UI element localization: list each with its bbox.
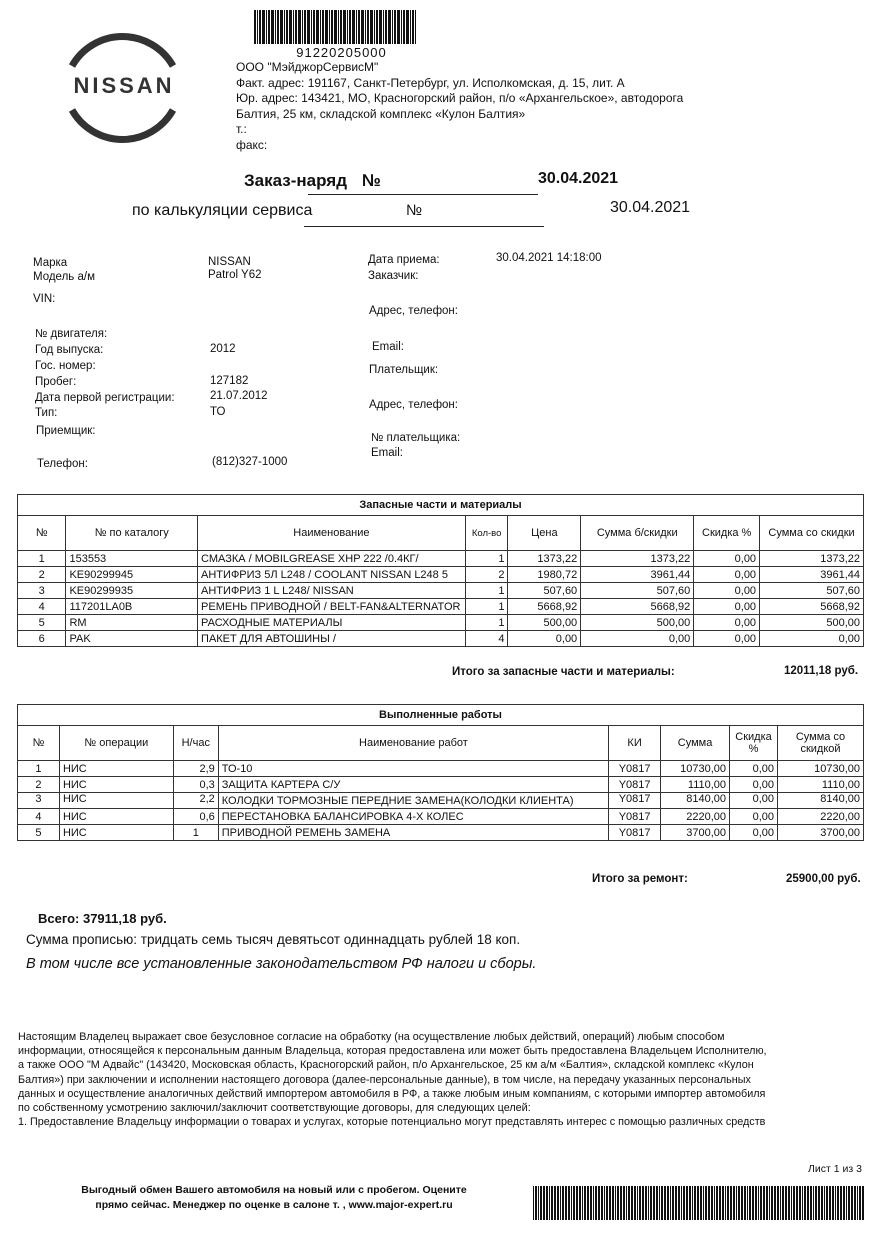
cell-sum: 2220,00 — [661, 809, 730, 825]
legal-line: Настоящим Владелец выражает свое безусловное согласие на обработку (на осуществление любых действий, операций) любым способом — [18, 1031, 725, 1043]
cell-catalog: PAK — [66, 631, 198, 647]
cell-operation: НИС — [59, 793, 173, 809]
cell-price: 500,00 — [508, 615, 581, 631]
vehicle-make-label: Марка — [33, 257, 68, 269]
cell-discount: 0,00 — [694, 631, 760, 647]
cell-price: 5668,92 — [508, 599, 581, 615]
legal-line: 1. Предоставление Владельцу информации о товарах и услугах, которые потенциально могут представлять интерес с помощью различных средств — [18, 1116, 766, 1129]
works-total-label: Итого за ремонт: — [592, 873, 688, 885]
cell-n: 5 — [18, 615, 66, 631]
parts-total-value: 12011,18 руб. — [784, 665, 859, 677]
cell-name: АНТИФРИЗ 5Л L248 / COOLANT NISSAN L248 5 — [198, 567, 466, 583]
cell-catalog: KE90299935 — [66, 583, 198, 599]
promo-line-2: прямо сейчас. Менеджер по оценке в салоне т. , www.major-expert.ru — [95, 1199, 453, 1211]
promo-line-1: Выгодный обмен Вашего автомобиля на новый или с пробегом. Оцените — [81, 1184, 467, 1196]
cell-n: 2 — [18, 567, 66, 583]
legal-line: информации, относящейся к персональным данным Владельца, которая предоставлена или может быть предоставлена Владельцем Исполнителю, — [18, 1045, 767, 1058]
works-total-value: 25900,00 руб. — [786, 873, 861, 885]
cell-sum: 1110,00 — [661, 777, 730, 793]
vin-label: VIN: — [33, 293, 56, 305]
col-header: Цена — [508, 516, 581, 551]
cell-hours: 0,6 — [173, 809, 218, 825]
cell-total: 10730,00 — [778, 761, 864, 777]
receiver-label: Приемщик: — [36, 425, 96, 437]
vehicle-make-value: NISSAN — [208, 256, 251, 268]
col-header: КИ — [609, 726, 661, 761]
barcode-top — [254, 10, 416, 44]
company-legal-address-2: Балтия, 25 км, складской комплекс «Кулон Балтия» — [236, 106, 526, 121]
table-row — [18, 551, 864, 567]
col-header: № операции — [59, 726, 173, 761]
col-header: № по каталогу — [66, 516, 198, 551]
table-row — [18, 583, 864, 599]
cell-discount: 0,00 — [730, 809, 778, 825]
type-value: ТО — [210, 406, 226, 418]
cell-total: 1373,22 — [760, 551, 864, 567]
cell-total: 500,00 — [760, 615, 864, 631]
year-label: Год выпуска: — [35, 344, 104, 356]
cell-catalog: 117201LA0B — [66, 599, 198, 615]
mileage-label: Пробег: — [35, 376, 77, 388]
amount-in-words: Сумма прописью: тридцать семь тысяч девятьсот одиннадцать рублей 18 коп. — [26, 932, 521, 947]
nissan-logo — [50, 18, 195, 158]
works-table — [17, 704, 864, 841]
order-date: 30.04.2021 — [538, 170, 619, 187]
payer-label: Плательщик: — [369, 364, 439, 376]
col-header: Скидка % — [694, 516, 760, 551]
cell-operation: НИС — [59, 777, 173, 793]
cell-n: 6 — [18, 631, 66, 647]
cell-ki: Y0817 — [609, 825, 661, 841]
cell-sum: 1373,22 — [581, 551, 694, 567]
cell-sum: 8140,00 — [661, 793, 730, 809]
cell-discount: 0,00 — [694, 567, 760, 583]
cell-qty: 1 — [465, 615, 508, 631]
cell-total: 0,00 — [760, 631, 864, 647]
tax-note: В том числе все установленные законодательством РФ налоги и сборы. — [26, 956, 537, 972]
cell-total: 1110,00 — [778, 777, 864, 793]
cell-ki: Y0817 — [609, 809, 661, 825]
calc-title: по калькуляции сервиса — [132, 202, 313, 219]
col-header: Скидка % — [730, 726, 778, 761]
cell-name: ЗАЩИТА КАРТЕРА С/У — [218, 777, 608, 793]
cell-price: 507,60 — [508, 583, 581, 599]
cell-discount: 0,00 — [730, 793, 778, 809]
cell-catalog: KE90299945 — [66, 567, 198, 583]
cell-n: 3 — [18, 793, 60, 809]
cell-qty: 1 — [465, 599, 508, 615]
legal-line: данных и осуществление аналогичных действий импортером автомобиля в РФ, а также любым иным компаниям, с которыми импортер автомобиля — [18, 1087, 766, 1100]
cell-name: СМАЗКА / MOBILGREASE XHP 222 /0.4КГ/ — [198, 551, 466, 567]
cell-qty: 2 — [465, 567, 508, 583]
col-header: Сумма б/скидки — [581, 516, 694, 551]
customer-email-label: Email: — [372, 341, 404, 353]
cell-price: 0,00 — [508, 631, 581, 647]
customer-label: Заказчик: — [368, 270, 419, 282]
intake-date-label: Дата приема: — [368, 254, 440, 266]
table-row — [18, 777, 864, 793]
legal-line: Балтия») при заключении и исполнении настоящего договора (далее-персональные данные), в том числе, на передачу указанных персональных — [18, 1073, 751, 1086]
vehicle-model-value: Patrol Y62 — [208, 269, 262, 281]
cell-operation: НИС — [59, 809, 173, 825]
cell-total: 5668,92 — [760, 599, 864, 615]
cell-name: ТО-10 — [218, 761, 608, 777]
col-header: Наименование — [198, 516, 466, 551]
year-value: 2012 — [210, 343, 236, 355]
type-label: Тип: — [35, 407, 58, 419]
company-phone-label: т.: — [236, 122, 247, 136]
cell-n: 5 — [18, 825, 60, 841]
cell-hours: 2,9 — [173, 761, 218, 777]
order-number-redacted — [384, 176, 450, 186]
phone-value: (812)327-1000 — [212, 456, 288, 468]
parts-caption: Запасные части и материалы — [18, 495, 864, 516]
mileage-value: 127182 — [210, 375, 249, 387]
col-header: Кол-во — [465, 516, 508, 551]
col-header: № — [18, 516, 66, 551]
parts-table — [17, 494, 864, 647]
cell-name: ПРИВОДНОЙ РЕМЕНЬ ЗАМЕНА — [218, 825, 608, 841]
sheet-number: Лист 1 из 3 — [808, 1163, 862, 1175]
cell-total: 2220,00 — [778, 809, 864, 825]
calc-date: 30.04.2021 — [610, 199, 691, 216]
table-row — [18, 631, 864, 647]
table-row — [18, 761, 864, 777]
table-row — [18, 615, 864, 631]
cell-n: 4 — [18, 599, 66, 615]
cell-name: АНТИФРИЗ 1 L L248/ NISSAN — [198, 583, 466, 599]
payer-number-label: № плательщика: — [371, 432, 461, 444]
cell-total: 3961,44 — [760, 567, 864, 583]
barcode-bottom — [533, 1186, 865, 1220]
logo-text: NISSAN — [73, 73, 175, 98]
cell-sum: 3961,44 — [581, 567, 694, 583]
first-registration-label: Дата первой регистрации: — [35, 392, 175, 404]
cell-discount: 0,00 — [694, 583, 760, 599]
order-number-label: № — [362, 171, 381, 190]
company-fax-label: факс: — [236, 137, 268, 152]
cell-sum: 500,00 — [581, 615, 694, 631]
first-registration-value: 21.07.2012 — [210, 390, 268, 402]
company-fact-address: Факт. адрес: 191167, Санкт-Петербург, ул. Исполкомская, д. 15, лит. А — [236, 75, 625, 90]
cell-ki: Y0817 — [609, 777, 661, 793]
plate-label: Гос. номер: — [35, 360, 96, 372]
cell-catalog: RM — [66, 615, 198, 631]
vehicle-model-label: Модель а/м — [33, 271, 95, 283]
col-header: № — [18, 726, 60, 761]
payer-address-label: Адрес, телефон: — [369, 399, 458, 411]
engine-label: № двигателя: — [35, 328, 108, 340]
personal-data-consent — [18, 1030, 876, 1129]
cell-catalog: 153553 — [66, 551, 198, 567]
legal-line: а также ООО "М Адвайс" (143420, Московская область, Красногорский район, п/о Архангельское, 25 км а/м «Балтия», складской комплекс «Кулон — [18, 1059, 754, 1072]
cell-qty: 1 — [465, 551, 508, 567]
cell-name: ПАКЕТ ДЛЯ АВТОШИНЫ / — [198, 631, 466, 647]
cell-total: 507,60 — [760, 583, 864, 599]
cell-name: КОЛОДКИ ТОРМОЗНЫЕ ПЕРЕДНИЕ ЗАМЕНА(КОЛОДКИ КЛИЕНТА) — [218, 793, 608, 809]
cell-discount: 0,00 — [730, 761, 778, 777]
barcode-icon — [533, 1186, 865, 1220]
cell-discount: 0,00 — [694, 551, 760, 567]
cell-operation: НИС — [59, 825, 173, 841]
barcode-icon — [254, 10, 416, 44]
table-row — [18, 809, 864, 825]
phone-label: Телефон: — [37, 458, 88, 470]
payer-email-label: Email: — [371, 447, 403, 459]
promo-text — [34, 1183, 514, 1213]
cell-n: 3 — [18, 583, 66, 599]
cell-sum: 5668,92 — [581, 599, 694, 615]
cell-n: 2 — [18, 777, 60, 793]
cell-qty: 4 — [465, 631, 508, 647]
table-row — [18, 825, 864, 841]
legal-line: по собственному усмотрению заключил/заключит соответствующие договоры, для следующих целей: — [18, 1102, 531, 1115]
works-caption: Выполненные работы — [18, 705, 864, 726]
cell-n: 1 — [18, 551, 66, 567]
intake-date-value: 30.04.2021 14:18:00 — [496, 252, 602, 264]
cell-sum: 0,00 — [581, 631, 694, 647]
barcode-number: 91220205000 — [296, 45, 387, 60]
col-header: Наименование работ — [218, 726, 608, 761]
cell-sum: 10730,00 — [661, 761, 730, 777]
cell-price: 1373,22 — [508, 551, 581, 567]
cell-price: 1980,72 — [508, 567, 581, 583]
cell-discount: 0,00 — [730, 777, 778, 793]
cell-total: 8140,00 — [778, 793, 864, 809]
col-header: Сумма — [661, 726, 730, 761]
cell-operation: НИС — [59, 761, 173, 777]
table-row — [18, 567, 864, 583]
company-legal-address: Юр. адрес: 143421, МО, Красногорский район, п/о «Архангельское», автодорога — [236, 91, 684, 105]
table-row — [18, 599, 864, 615]
calc-number-label: № — [406, 202, 423, 219]
works-header-row — [18, 726, 864, 761]
cell-name: ПЕРЕСТАНОВКА БАЛАНСИРОВКА 4-Х КОЛЕС — [218, 809, 608, 825]
cell-name: РЕМЕНЬ ПРИВОДНОЙ / BELT-FAN&ALTERNATOR — [198, 599, 466, 615]
col-header: Сумма со скидкой — [778, 726, 864, 761]
cell-discount: 0,00 — [694, 599, 760, 615]
cell-total: 3700,00 — [778, 825, 864, 841]
order-number-underline — [308, 194, 538, 195]
grand-total: Всего: 37911,18 руб. — [38, 911, 167, 926]
cell-hours: 0,3 — [173, 777, 218, 793]
table-row — [18, 793, 864, 809]
cell-discount: 0,00 — [694, 615, 760, 631]
cell-ki: Y0817 — [609, 761, 661, 777]
company-info — [236, 60, 683, 153]
cell-sum: 3700,00 — [661, 825, 730, 841]
parts-total-label: Итого за запасные части и материалы: — [452, 666, 675, 678]
company-name: ООО "МэйджорСервисМ" — [236, 60, 379, 74]
customer-address-label: Адрес, телефон: — [369, 305, 458, 317]
cell-ki: Y0817 — [609, 793, 661, 809]
col-header: Н/час — [173, 726, 218, 761]
order-title: Заказ-наряд — [244, 171, 347, 190]
col-header: Сумма со скидки — [760, 516, 864, 551]
cell-n: 1 — [18, 761, 60, 777]
cell-qty: 1 — [465, 583, 508, 599]
cell-discount: 0,00 — [730, 825, 778, 841]
cell-hours: 1 — [173, 825, 218, 841]
cell-n: 4 — [18, 809, 60, 825]
parts-header-row — [18, 516, 864, 551]
calc-number-underline — [304, 226, 544, 227]
cell-name: РАСХОДНЫЕ МАТЕРИАЛЫ — [198, 615, 466, 631]
cell-hours: 2,2 — [173, 793, 218, 809]
cell-sum: 507,60 — [581, 583, 694, 599]
